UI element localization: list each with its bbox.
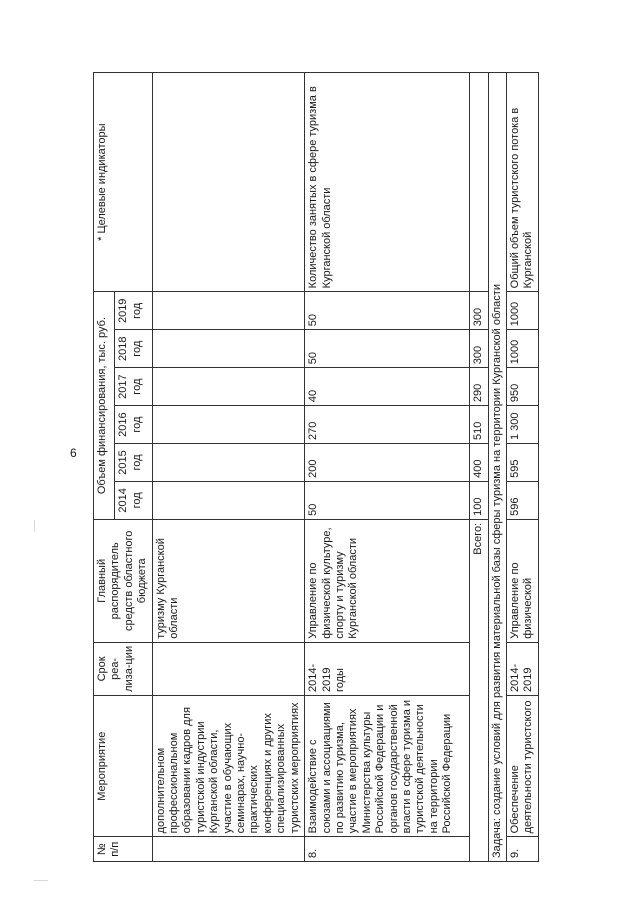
- cell-term: 2014-2019: [506, 642, 538, 695]
- header-measure: Мероприятие: [94, 696, 153, 837]
- cell-total-2018: 300: [470, 330, 488, 368]
- cell-manager: Управление по физической культуре, спорту и туризму Курганской области: [305, 519, 470, 642]
- header-year-2018: 2018 год: [115, 330, 152, 368]
- cell-value-2014: 596: [506, 481, 538, 519]
- header-term: Срок реа-лиза-ции: [94, 642, 153, 695]
- cell-measure: Взаимодействие с союзами и ассоциациями по развитию туризма, участие в мероприятиях Министерства культуры Российской Федерации и органов государственной власти в сфере туризма и туристской деятельности на территории Российской Федерации: [305, 696, 470, 837]
- cell-value: [152, 368, 304, 406]
- cell-term: [152, 642, 304, 695]
- cell-value-2015: 200: [305, 444, 470, 482]
- cell-value-2016: 270: [305, 406, 470, 444]
- cell-term: 2014-2019 годы: [305, 642, 470, 695]
- cell-total-2015: 400: [470, 444, 488, 482]
- cell-value: [152, 292, 304, 330]
- cell-manager: туризму Курганской области: [152, 519, 304, 642]
- header-year-2015: 2015 год: [115, 444, 152, 482]
- cell-measure: дополнительном профессиональном образовании кадров для туристской индустрии Курганской области, участие в обучающих семинарах, научно-практических конференциях и других специализированных туристских мероприятиях: [152, 696, 304, 837]
- cell-total-label: Всего:: [470, 519, 488, 861]
- cell-indicator: [152, 73, 304, 292]
- header-manager: Главный распорядитель средств областного бюджета: [94, 519, 153, 642]
- header-year-2019: 2019 год: [115, 292, 152, 330]
- cell-indicator: Общий объем туристского потока в Курганской: [506, 73, 538, 292]
- cell-total-2014: 100: [470, 481, 488, 519]
- cell-value: [152, 481, 304, 519]
- cell-value: [152, 330, 304, 368]
- cell-value-2017: 40: [305, 368, 470, 406]
- cell-value-2019: 1000: [506, 292, 538, 330]
- header-num: № п/п: [94, 837, 153, 862]
- table-row-task: [488, 73, 506, 862]
- cell-num: 9.: [506, 837, 538, 862]
- cell-value-2014: 50: [305, 481, 470, 519]
- cell-total-2019: 300: [470, 292, 488, 330]
- cell-value-2017: 950: [506, 368, 538, 406]
- table-row-9: [506, 73, 538, 862]
- table-row-total: [470, 73, 488, 862]
- header-year-2016: 2016 год: [115, 406, 152, 444]
- header-year-2017: 2017 год: [115, 368, 152, 406]
- cell-num: 8.: [305, 837, 470, 862]
- header-indicators: * Целевые индикаторы: [94, 73, 153, 292]
- cell-value-2019: 50: [305, 292, 470, 330]
- cell-task: Задача: создание условий для развития материальной базы сферы туризма на территории Курганской области: [488, 73, 506, 862]
- cell-value: [152, 444, 304, 482]
- cell-value: [152, 406, 304, 444]
- cell-value-2016: 1 300: [506, 406, 538, 444]
- margin-mark-2: [34, 880, 48, 881]
- cell-num: [152, 837, 304, 862]
- table-row-8: [305, 73, 470, 862]
- cell-total-2017: 290: [470, 368, 488, 406]
- page-number: 6: [70, 446, 77, 460]
- cell-value-2018: 1000: [506, 330, 538, 368]
- cell-indicator: Количество занятых в сфере туризма в Курганской области: [305, 73, 470, 292]
- cell-value-2015: 595: [506, 444, 538, 482]
- header-year-2014: 2014 год: [115, 481, 152, 519]
- cell-value-2018: 50: [305, 330, 470, 368]
- cell-manager: Управление по физической: [506, 519, 538, 642]
- header-row-1: [94, 73, 115, 862]
- rotated-table-wrapper: [93, 72, 541, 862]
- cell-measure: Обеспечение деятельности туристского: [506, 696, 538, 837]
- table-row-continued: [152, 73, 304, 862]
- cell-total-2016: 510: [470, 406, 488, 444]
- margin-mark-1: [34, 520, 35, 532]
- header-funding: Объем финансирования, тыс. руб.: [94, 292, 115, 520]
- funding-table: [93, 72, 539, 862]
- cell-total-indicator: [470, 73, 488, 292]
